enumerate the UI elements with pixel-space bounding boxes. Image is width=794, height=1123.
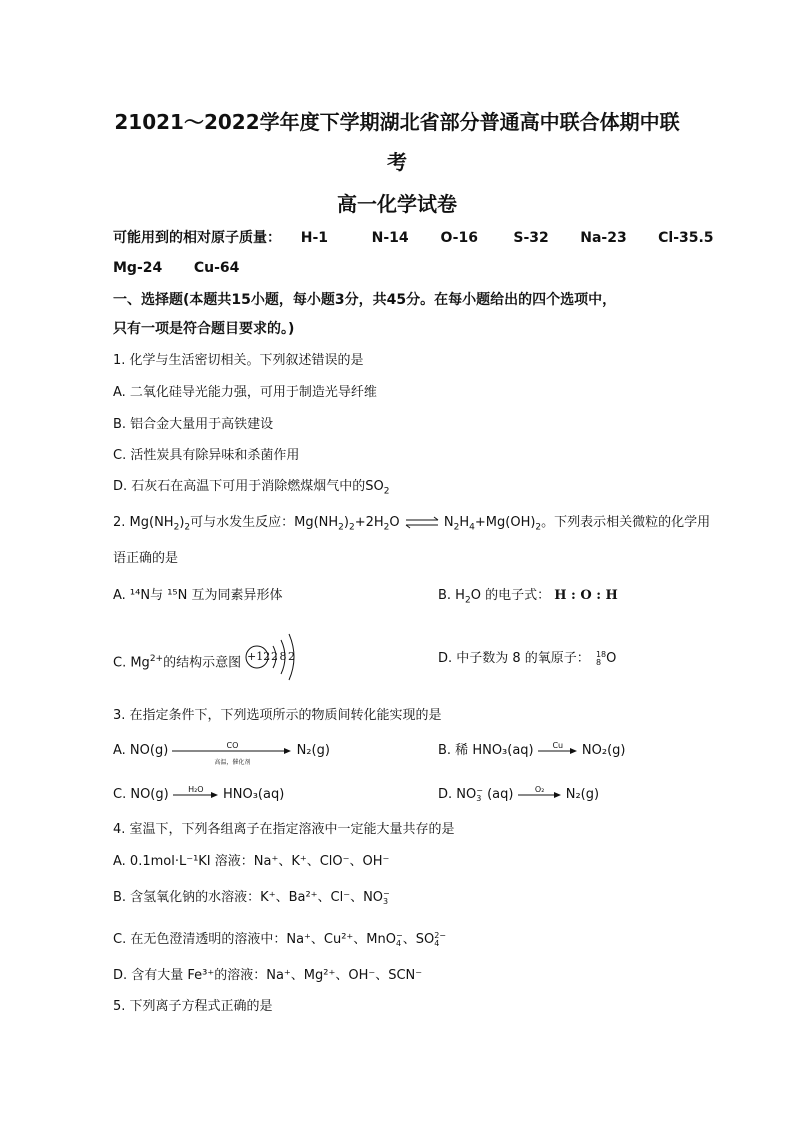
ion-sup: −: [476, 785, 483, 795]
q2-stem-line1: 2. $Mg(NH_2)_2$可与水发生反应：$Mg(NH_2)_2+2H_2O$ $N_2H_4+Mg(OH)_2$。下列表示相关微粒的化学用: [113, 515, 711, 533]
q1-option-c: C. 活性炭具有除异味和杀菌作用: [113, 448, 300, 463]
q1-option-a: A. 二氧化硅导光能力强，可用于制造光导纤维: [113, 385, 377, 400]
q5-stem: 5. 下列离子方程式正确的是: [113, 999, 273, 1014]
q4-option-a: A. 0.1mol·L⁻¹KI 溶液：Na⁺、K⁺、ClO⁻、OH⁻: [113, 854, 390, 869]
atomic-number: 8: [595, 657, 602, 667]
q3-d-text: N₂(g): [565, 787, 600, 802]
reaction-arrow-icon: [172, 740, 292, 766]
q2-text: 。下列表示相关微粒的化学用: [541, 515, 711, 530]
q1-d-text: D. 石灰石在高温下可用于消除燃煤烟气中的SO: [113, 479, 384, 494]
q4-c-text: 、SO: [402, 932, 435, 947]
atomic-masses-row2: [113, 259, 239, 277]
q3-stem: 3. 在指定条件下，下列选项所示的物质间转化能实现的是: [113, 708, 442, 723]
q2-b-text: B. H: [438, 588, 465, 603]
q3-a-text: A. NO(g): [113, 743, 169, 758]
mg-ion-structure-diagram: [243, 624, 309, 690]
q3-b-text: B. 稀 HNO₃(aq): [438, 743, 534, 758]
q4-b-text: B. 含氢氧化钠的水溶液：K⁺、Ba²⁺、Cl⁻、NO: [113, 890, 384, 905]
section-header-line1: 一、选择题(本题共15小题，每小题3分，共45分。在每小题给出的四个选项中，: [113, 292, 617, 308]
q2-text: H: [459, 515, 470, 530]
q4-option-d: D. 含有大量 Fe³⁺的溶液：Na⁺、Mg²⁺、OH⁻、SCN⁻: [113, 968, 423, 983]
q2-text: O: [389, 515, 400, 530]
q4-c-text: C. 在无色澄清透明的溶液中：Na⁺、Cu²⁺、MnO: [113, 932, 396, 947]
atomic-masses-row1: [113, 229, 714, 247]
mass-item: H-1: [300, 230, 329, 246]
mass-item: O-16: [440, 230, 478, 246]
q2-d-text: D. 中子数为 8 的氧原子：: [438, 651, 590, 666]
q2-b-text: O 的电子式：: [470, 588, 551, 603]
nucleus-charge: +12: [247, 650, 271, 663]
arrow-condition-top: O₂: [534, 784, 545, 794]
q2-option-a: A. ¹⁴N与 ¹⁵N 互为同素异形体: [113, 588, 283, 603]
exam-subtitle: 高一化学试卷: [337, 192, 457, 216]
exam-title-line1: 21021～2022学年度下学期湖北省部分普通高中联合体期中联: [114, 110, 680, 134]
electron-shells: 2 8 2: [271, 650, 294, 663]
ion-sup: 2−: [434, 930, 446, 940]
arrow-condition-bottom: 高温，催化剂: [214, 758, 251, 766]
arrow-condition-top: Cu: [552, 740, 564, 750]
element-symbol: O: [606, 651, 617, 666]
q3-option-c: [113, 786, 284, 804]
mass-number: 18: [595, 649, 607, 659]
q2-text: 可与水发生反应：Mg(NH: [190, 515, 339, 530]
q2-c-text: 的结构示意图: [163, 655, 242, 671]
q1-option-b: B. 铝合金大量用于高铁建设: [113, 417, 274, 432]
q2-option-d: [438, 650, 616, 668]
q4-option-c: [113, 931, 446, 949]
q2-option-c: [113, 650, 241, 672]
q2-text: +2H: [354, 515, 384, 530]
q2-c-sup: 2+: [149, 654, 164, 664]
mass-item: Cu-64: [193, 260, 240, 276]
ion-sub: 3: [383, 896, 389, 906]
q3-option-d: [438, 786, 599, 804]
q2-stem-line2: 语正确的是: [113, 551, 179, 566]
ion-sup: −: [395, 930, 403, 940]
q1-option-d: [113, 478, 390, 501]
q3-c-text: C. NO(g): [113, 787, 169, 802]
q2-text: 2. Mg(NH: [113, 515, 174, 530]
q3-a-text: N₂(g): [296, 743, 330, 758]
arrow-condition-top: CO: [226, 740, 239, 750]
q1-stem: 1. 化学与生活密切相关。下列叙述错误的是: [113, 353, 364, 368]
q3-c-text: HNO₃(aq): [222, 787, 285, 802]
section-header-line2: 只有一项是符合题目要求的。): [113, 321, 295, 337]
ion-charge: [476, 787, 483, 803]
arrow-condition-top: H₂O: [188, 784, 204, 794]
ion-sub: 4: [434, 938, 440, 948]
q3-option-a: [113, 740, 330, 766]
ion-charge: [396, 932, 403, 948]
q2-option-b: B. $H_2O$ 的电子式： H : O : H: [438, 588, 618, 606]
q2-text: ): [179, 515, 185, 530]
mass-item: S-32: [513, 230, 549, 246]
mass-item: Na-23: [580, 230, 627, 246]
q4-stem: 4. 室温下，下列各组离子在指定溶液中一定能大量共存的是: [113, 822, 455, 837]
mass-item: N-14: [371, 230, 409, 246]
mass-item: Mg-24: [113, 260, 163, 276]
ion-sub: 4: [395, 938, 402, 948]
reaction-arrow-icon: [173, 784, 219, 802]
q2-text: N: [443, 515, 454, 530]
ion-sup: −: [383, 888, 390, 898]
q3-option-b: [438, 742, 625, 760]
ion-charge: [383, 890, 390, 906]
q2-c-text: C. Mg: [113, 655, 150, 671]
q2-text: ): [343, 515, 349, 530]
q2-text: +Mg(OH): [474, 515, 536, 530]
isotope-numbers: [596, 651, 606, 667]
reaction-arrow-icon: [518, 784, 562, 802]
ion-sub: 3: [476, 793, 482, 803]
q3-d-text: D. NO: [438, 787, 477, 802]
atomic-masses-label: 可能用到的相对原子质量：: [113, 230, 281, 246]
reversible-arrow-icon: [404, 516, 440, 530]
exam-title-line2: 考: [387, 150, 407, 174]
water-electron-formula: H : O : H: [554, 588, 618, 603]
reaction-arrow-icon: [538, 740, 578, 758]
q4-option-b: [113, 889, 390, 907]
ion-charge: [434, 932, 446, 948]
q3-b-text: NO₂(g): [581, 743, 626, 758]
mass-item: Cl-35.5: [658, 230, 714, 246]
q3-d-text: (aq): [482, 787, 514, 802]
q1-d-sub: 2: [383, 486, 390, 497]
